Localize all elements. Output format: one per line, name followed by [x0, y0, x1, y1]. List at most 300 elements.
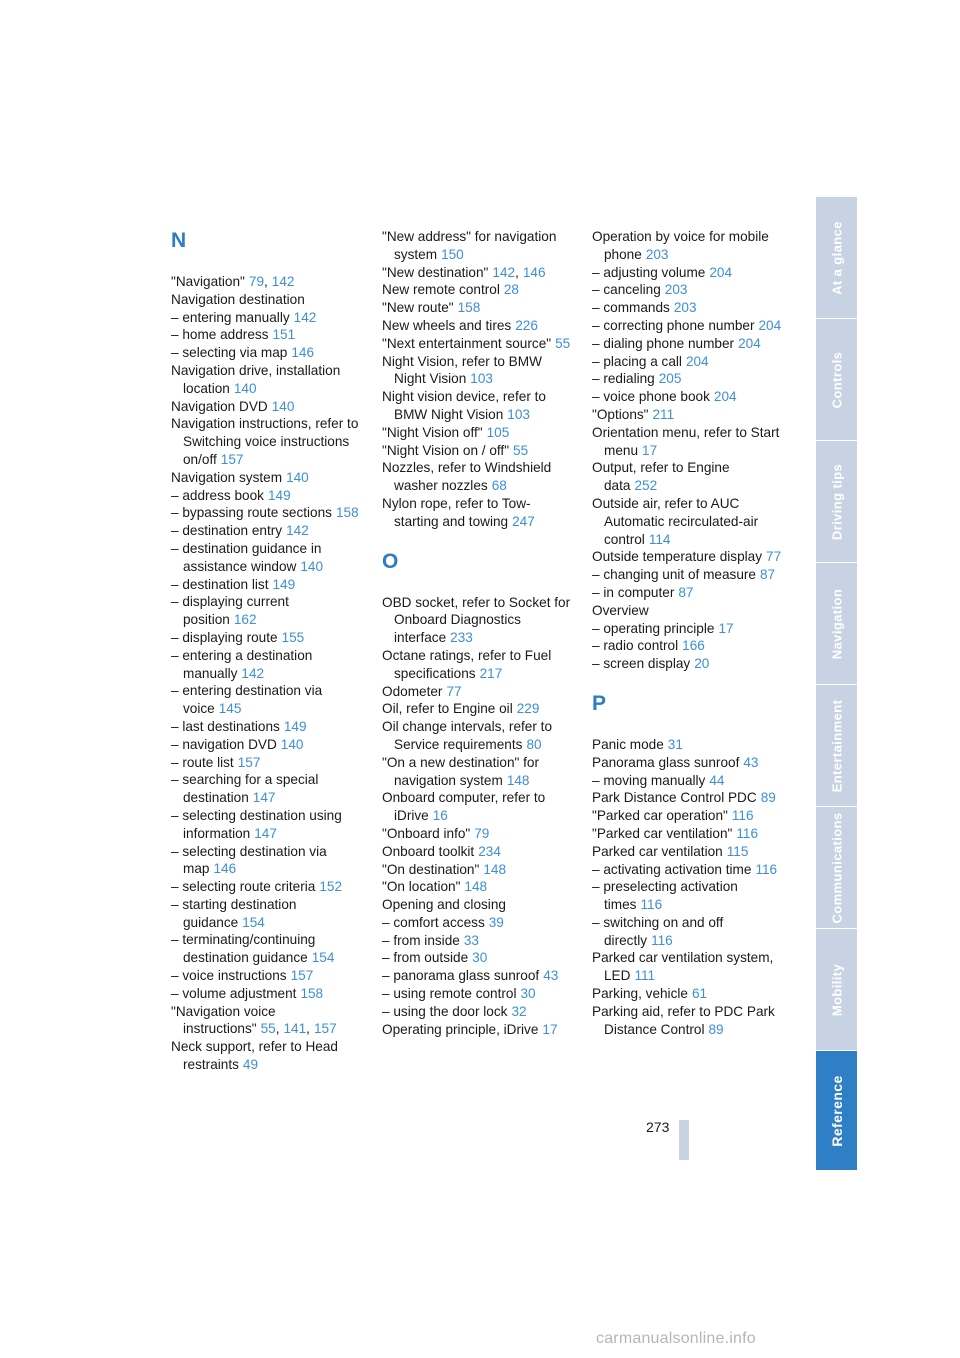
index-entry: [592, 459, 782, 495]
index-entry: [171, 967, 361, 985]
index-entry-term: "Onboard info": [382, 825, 471, 841]
tab-label: Mobility: [829, 963, 844, 1016]
index-entry: [382, 825, 572, 843]
index-entry: [382, 1003, 572, 1021]
index-entry-term: Parking, vehicle: [592, 986, 688, 1002]
page-reference-link[interactable]: 16: [432, 808, 448, 824]
index-entry: [592, 353, 782, 371]
index-entry-term: – route list: [171, 754, 234, 770]
page-reference-link[interactable]: 114: [648, 531, 671, 547]
page-reference-link[interactable]: 226: [515, 317, 538, 333]
page-reference-link[interactable]: 49: [242, 1057, 259, 1073]
index-entry-term: – comfort access: [382, 914, 485, 930]
tab-at-a-glance[interactable]: [816, 197, 857, 318]
index-entry: [382, 700, 572, 718]
index-entry: [171, 647, 361, 683]
index-entry: [171, 540, 361, 576]
page-reference-link[interactable]: 149: [283, 718, 307, 734]
index-entry-term: Output, refer to Engine data: [592, 460, 730, 494]
index-entry: [171, 504, 361, 522]
page-reference-link[interactable]: 149: [272, 576, 296, 592]
index-entry-term: – from inside: [382, 932, 460, 948]
index-entry: [382, 353, 572, 389]
page-reference-link[interactable]: 150: [441, 246, 464, 262]
index-entry: [592, 406, 782, 424]
page-reference-link[interactable]: 141: [283, 1021, 307, 1037]
index-entry-term: – address book: [171, 487, 264, 503]
tab-label: Communications: [829, 811, 844, 924]
index-entry-term: – selecting destination via map: [171, 843, 327, 877]
index-entry: [382, 878, 572, 896]
index-entry: [171, 896, 361, 932]
index-entry-term: OBD socket, refer to Socket for Onboard Diagnostics interface: [382, 594, 571, 646]
index-entry: [592, 655, 782, 673]
index-entry-term: "Next entertainment source": [382, 335, 552, 351]
tab-label: Driving tips: [829, 463, 844, 540]
page-reference-link[interactable]: 105: [486, 424, 510, 440]
index-entry-term: – using remote control: [382, 986, 517, 1002]
page-reference-link[interactable]: 87: [760, 567, 776, 583]
index-entry: [382, 335, 572, 353]
index-entry: [592, 1003, 782, 1039]
index-entry-term: Octane ratings, refer to Fuel specifications: [382, 647, 552, 681]
index-entry-term: – destination list: [171, 576, 269, 592]
page-reference-link[interactable]: 32: [511, 1003, 527, 1019]
index-entry: [171, 362, 361, 398]
index-entry: [171, 682, 361, 718]
page-reference-link[interactable]: 157: [313, 1021, 337, 1037]
tab-label: Controls: [829, 351, 844, 408]
index-entry-term: "On location": [382, 879, 461, 895]
index-entry-term: Operating principle, iDrive: [382, 1021, 539, 1037]
page-reference-link[interactable]: 140: [280, 736, 304, 752]
index-entry-term: – moving manually: [592, 772, 706, 788]
page-reference-link[interactable]: 142: [271, 274, 295, 289]
page-reference-link[interactable]: 152: [319, 879, 343, 895]
page-reference-link[interactable]: 116: [640, 897, 663, 913]
index-entry: [382, 789, 572, 825]
page-reference-link[interactable]: 111: [634, 968, 656, 984]
index-entry: [592, 602, 782, 620]
index-column-1: [171, 228, 361, 1074]
index-entry: [171, 629, 361, 647]
index-entry: [382, 317, 572, 335]
index-entry-term: – canceling: [592, 282, 661, 298]
index-column-3: [592, 228, 782, 1038]
index-entry: [382, 299, 572, 317]
index-entry: [592, 914, 782, 950]
page-reference-link[interactable]: 142: [241, 665, 265, 681]
page-reference-link[interactable]: 211: [652, 406, 675, 422]
page-reference-link[interactable]: 157: [290, 968, 314, 984]
page-reference-link[interactable]: 151: [272, 327, 296, 343]
page-reference-link[interactable]: 229: [516, 701, 540, 717]
index-entry-term: – starting destination guidance: [171, 896, 297, 930]
page-reference-link[interactable]: 140: [286, 469, 309, 485]
index-entry-term: – home address: [171, 327, 269, 343]
index-entry-term: – navigation DVD: [171, 736, 277, 752]
index-entry-term: – using the door lock: [382, 1003, 508, 1019]
page-reference-link[interactable]: 55: [260, 1021, 276, 1037]
index-entry-term: Opening and closing: [382, 897, 506, 913]
index-entry-term: Oil change intervals, refer to Service requirements: [382, 719, 553, 752]
page-reference-link[interactable]: 61: [691, 986, 708, 1002]
index-entry-term: – volume adjustment: [171, 985, 297, 1001]
page-reference-link[interactable]: 154: [242, 914, 265, 930]
index-entry-term: – entering destination via voice: [171, 683, 323, 717]
index-entry-term: – entering manually: [171, 309, 290, 325]
index-entry: [592, 495, 782, 548]
index-entry-term: Navigation instructions, refer to Switching voice instructions on/off: [171, 416, 359, 467]
tab-communications[interactable]: [816, 807, 857, 928]
index-entry: [592, 317, 782, 335]
index-entry: [171, 487, 361, 505]
index-entry: [592, 281, 782, 299]
tab-mobility[interactable]: [816, 929, 857, 1050]
section-tabs: [816, 197, 857, 1171]
page-number: 273: [646, 1119, 670, 1135]
page-reference-link[interactable]: 148: [506, 772, 530, 788]
page-reference-link[interactable]: 203: [673, 300, 697, 316]
index-entry-term: "Navigation": [171, 274, 245, 289]
index-entry: [382, 442, 572, 460]
page-reference-link[interactable]: 17: [718, 620, 734, 636]
index-entry: [592, 736, 782, 754]
index-entry-term: – last destinations: [171, 718, 280, 734]
index-entry-term: "Night Vision on / off": [382, 442, 510, 458]
tab-label: At a glance: [829, 220, 844, 295]
index-entry-term: Oil, refer to Engine oil: [382, 701, 513, 717]
index-entry: [171, 576, 361, 594]
index-entry: [592, 754, 782, 772]
index-entry-term: Parked car ventilation: [592, 843, 723, 859]
index-entry-term: "New route": [382, 300, 454, 316]
page-reference-link[interactable]: 158: [300, 985, 324, 1001]
index-entry: [171, 593, 361, 629]
index-entry: [171, 878, 361, 896]
index-letter-heading: O: [382, 549, 399, 573]
index-entry-term: – destination guidance in assistance window: [171, 540, 322, 574]
page-reference-link[interactable]: 44: [709, 772, 725, 788]
index-entry: [171, 754, 361, 772]
index-entry: [171, 522, 361, 540]
index-entry: [592, 264, 782, 282]
index-entry: [592, 861, 782, 879]
page-reference-link[interactable]: 149: [267, 487, 291, 503]
page-reference-link[interactable]: 142: [286, 523, 309, 539]
index-entry: [382, 683, 572, 701]
index-entry-term: – terminating/continuing destination guidance: [171, 932, 316, 966]
section-gap: [382, 531, 572, 549]
page-reference-link[interactable]: 116: [651, 932, 673, 948]
tab-label: Navigation: [829, 588, 844, 659]
index-entry-term: – screen display: [592, 656, 691, 672]
tab-controls[interactable]: [816, 319, 857, 440]
index-entry: [592, 772, 782, 790]
index-entry: [171, 273, 361, 291]
index-entry: [592, 789, 782, 807]
index-entry: [592, 878, 782, 914]
index-entry-term: – placing a call: [592, 353, 682, 369]
page-reference-link[interactable]: 30: [520, 986, 536, 1002]
index-entry: [171, 309, 361, 327]
index-entry-term: Odometer: [382, 683, 443, 699]
index-entry-term: – voice phone book: [592, 389, 710, 405]
page-reference-link[interactable]: 247: [512, 513, 535, 529]
page-reference-link[interactable]: 17: [642, 442, 658, 458]
page-reference-link[interactable]: 148: [483, 861, 507, 877]
index-entry: [592, 637, 782, 655]
index-entry-term: – voice instructions: [171, 968, 287, 984]
index-entry-term: Park Distance Control PDC: [592, 790, 757, 806]
tab-label: Reference: [828, 1074, 845, 1147]
index-entry: [592, 825, 782, 843]
page-reference-link[interactable]: 204: [709, 264, 733, 280]
page-reference-link[interactable]: 157: [237, 754, 261, 770]
page-reference-link[interactable]: 217: [479, 665, 503, 681]
index-entry: [592, 620, 782, 638]
index-entry-term: Neck support, refer to Head restraints: [171, 1039, 338, 1073]
page-reference-link[interactable]: 39: [488, 914, 504, 930]
index-entry-term: Parked car ventilation system, LED: [592, 950, 774, 984]
page-reference-link[interactable]: 148: [464, 879, 488, 895]
page-reference-link[interactable]: 116: [731, 808, 754, 824]
page-reference-link[interactable]: 142: [492, 264, 516, 280]
page-reference-link[interactable]: 103: [470, 371, 493, 387]
index-entry-term: – preselecting activation times: [592, 879, 738, 913]
page-reference-link[interactable]: 20: [694, 656, 710, 672]
index-entry: [382, 718, 572, 754]
tab-entertainment[interactable]: [816, 685, 857, 806]
index-entry: [382, 914, 572, 932]
page-reference-link[interactable]: 31: [667, 736, 683, 752]
index-entry-term: – displaying route: [171, 629, 278, 645]
page-reference-link[interactable]: 77: [446, 683, 462, 699]
page-reference-link[interactable]: 43: [543, 968, 559, 984]
index-entry: [171, 344, 361, 362]
index-entry-term: "New address" for navigation system: [382, 229, 557, 262]
index-entry-term: Night vision device, refer to BMW Night Vision: [382, 389, 546, 422]
page-reference-link[interactable]: 204: [685, 353, 709, 369]
index-entry-term: "Parked car operation": [592, 808, 728, 824]
page-reference-link[interactable]: 158: [457, 300, 481, 316]
index-entry-term: "New destination": [382, 264, 489, 280]
index-entry-term: – selecting route criteria: [171, 879, 316, 895]
page-reference-link[interactable]: 203: [664, 282, 688, 298]
page-reference-link[interactable]: 157: [220, 451, 244, 467]
index-entry-term: Outside temperature display: [592, 549, 763, 565]
index-entry: [592, 370, 782, 388]
index-entry-term: – selecting via map: [171, 345, 288, 361]
page-reference-link[interactable]: 147: [252, 790, 276, 806]
page-reference-link[interactable]: 115: [726, 843, 749, 859]
index-entry: [592, 807, 782, 825]
index-entry: [382, 495, 572, 531]
index-entry: [171, 931, 361, 967]
page-reference-link[interactable]: 17: [542, 1021, 558, 1037]
page-reference-link[interactable]: 89: [760, 790, 776, 806]
index-entry-term: – adjusting volume: [592, 264, 706, 280]
index-entry: [382, 967, 572, 985]
page-reference-link[interactable]: 145: [218, 701, 242, 717]
index-entry: [382, 594, 572, 647]
page-reference-link[interactable]: 166: [682, 638, 705, 654]
index-entry: [382, 843, 572, 861]
index-entry: [382, 932, 572, 950]
page-reference-link[interactable]: 79: [474, 825, 490, 841]
page-separator: ,: [275, 1021, 280, 1037]
index-entry-term: – searching for a special destination: [171, 772, 319, 806]
index-entry-term: Nylon rope, refer to Tow-starting and towing: [382, 495, 531, 529]
page-reference-link[interactable]: 140: [271, 398, 295, 414]
index-entry: [592, 949, 782, 985]
index-entry: [592, 985, 782, 1003]
index-entry: [382, 985, 572, 1003]
page-reference-link[interactable]: 28: [503, 282, 519, 298]
index-entry: [171, 807, 361, 843]
index-column-2: [382, 228, 572, 1038]
page-reference-link[interactable]: 158: [335, 505, 359, 521]
index-entry: [171, 771, 361, 807]
page-reference-link[interactable]: 162: [233, 612, 257, 628]
index-entry: [382, 1021, 572, 1039]
page-reference-link[interactable]: 55: [513, 442, 529, 458]
page-reference-link[interactable]: 116: [755, 861, 778, 877]
index-entry-term: "Parked car ventilation": [592, 825, 733, 841]
page-reference-link[interactable]: 204: [758, 317, 782, 333]
tab-reference[interactable]: [816, 1051, 857, 1170]
page-reference-link[interactable]: 142: [293, 309, 317, 325]
index-entry-term: – from outside: [382, 950, 469, 966]
index-entry: [171, 736, 361, 754]
index-entry-term: Operation by voice for mobile phone: [592, 229, 769, 262]
page-reference-link[interactable]: 204: [713, 389, 737, 405]
index-entry: [171, 1038, 361, 1074]
page-reference-link[interactable]: 140: [233, 380, 257, 396]
index-entry: [171, 718, 361, 736]
index-entry-term: Onboard toolkit: [382, 843, 475, 859]
index-entry: [592, 584, 782, 602]
index-entry: [592, 299, 782, 317]
tab-label: Entertainment: [829, 699, 844, 792]
index-entry: [382, 754, 572, 790]
index-entry-term: Orientation menu, refer to Start menu: [592, 424, 780, 458]
index-entry: [382, 647, 572, 683]
index-entry: [592, 228, 782, 264]
page-reference-link[interactable]: 140: [300, 558, 324, 574]
index-entry-term: – destination entry: [171, 523, 283, 539]
page-reference-link[interactable]: 146: [291, 345, 315, 361]
index-entry: [382, 424, 572, 442]
index-entry-term: – dialing phone number: [592, 335, 735, 351]
index-entry: [171, 985, 361, 1003]
index-entry: [592, 566, 782, 584]
index-entry: [592, 843, 782, 861]
index-entry-term: – activating activation time: [592, 861, 752, 877]
watermark: carmanualsonline.info: [596, 1330, 756, 1347]
page-reference-link[interactable]: 87: [678, 584, 694, 600]
page-reference-link[interactable]: 103: [507, 406, 530, 422]
index-entry-term: – redialing: [592, 371, 655, 387]
index-entry-term: "Options": [592, 406, 649, 422]
page-reference-link[interactable]: 147: [254, 825, 277, 841]
index-entry-term: Parking aid, refer to PDC Park Distance Control: [592, 1003, 775, 1037]
index-entry-term: – commands: [592, 300, 670, 316]
page-reference-link[interactable]: 234: [478, 843, 501, 859]
index-entry-term: "Night Vision off": [382, 424, 483, 440]
index-entry: [171, 1003, 361, 1039]
index-entry-term: – switching on and off directly: [592, 914, 724, 948]
page-number-bar: [679, 1120, 689, 1160]
page-reference-link[interactable]: 116: [736, 825, 759, 841]
index-entry-term: – changing unit of measure: [592, 567, 756, 583]
page-reference-link[interactable]: 204: [738, 335, 761, 351]
index-letter-heading: N: [171, 229, 187, 252]
index-entry-term: "Navigation voice instructions": [171, 1003, 276, 1037]
index-entry-term: – correcting phone number: [592, 317, 755, 333]
page-reference-link[interactable]: 55: [555, 335, 571, 351]
index-entry: [592, 388, 782, 406]
index-entry-term: – entering a destination manually: [171, 647, 313, 681]
index-entry: [382, 896, 572, 914]
page-reference-link[interactable]: 155: [281, 629, 305, 645]
page-reference-link[interactable]: 79: [248, 274, 265, 289]
index-entry-term: – panorama glass sunroof: [382, 968, 540, 984]
tab-navigation[interactable]: [816, 563, 857, 684]
page-reference-link[interactable]: 146: [522, 264, 546, 280]
page-reference-link[interactable]: 233: [450, 630, 473, 646]
page-reference-link[interactable]: 146: [213, 861, 237, 877]
index-entry: [382, 388, 572, 424]
page-reference-link[interactable]: 89: [708, 1021, 724, 1037]
index-entry-term: New remote control: [382, 282, 500, 298]
page-reference-link[interactable]: 33: [463, 932, 479, 948]
index-entry: [592, 548, 782, 566]
page-reference-link[interactable]: 30: [472, 950, 488, 966]
page-reference-link[interactable]: 252: [634, 478, 658, 494]
index-entry-term: Panic mode: [592, 736, 664, 752]
page-reference-link[interactable]: 77: [766, 549, 782, 565]
page-separator: ,: [515, 264, 519, 280]
index-entry: [382, 264, 572, 282]
index-entry-term: Night Vision, refer to BMW Night Vision: [382, 353, 542, 387]
index-entry: [171, 469, 361, 487]
section-gap: [592, 673, 782, 691]
index-entry-term: Navigation system: [171, 469, 283, 485]
index-letter-heading: P: [592, 691, 607, 715]
index-entry-term: Navigation destination: [171, 291, 305, 307]
index-entry-term: – displaying current position: [171, 594, 289, 628]
index-entry-term: – radio control: [592, 638, 679, 654]
index-entry-term: Onboard computer, refer to iDrive: [382, 790, 546, 824]
index-entry-term: – in computer: [592, 584, 675, 600]
index-entry-term: – selecting destination using information: [171, 807, 342, 841]
index-entry-term: – operating principle: [592, 620, 715, 636]
tab-driving-tips[interactable]: [816, 441, 857, 562]
index-entry-term: Navigation drive, installation location: [171, 362, 341, 396]
page-reference-link[interactable]: 80: [526, 736, 542, 752]
page-reference-link[interactable]: 68: [491, 478, 507, 494]
index-entry-term: New wheels and tires: [382, 317, 512, 333]
index-entry: [382, 228, 572, 264]
page-reference-link[interactable]: 43: [743, 754, 759, 770]
page-reference-link[interactable]: 154: [311, 950, 335, 966]
page-reference-link[interactable]: 203: [645, 246, 669, 262]
index-entry-term: Panorama glass sunroof: [592, 754, 740, 770]
index-entry: [171, 398, 361, 416]
index-entry: [382, 949, 572, 967]
page-reference-link[interactable]: 205: [658, 371, 682, 387]
